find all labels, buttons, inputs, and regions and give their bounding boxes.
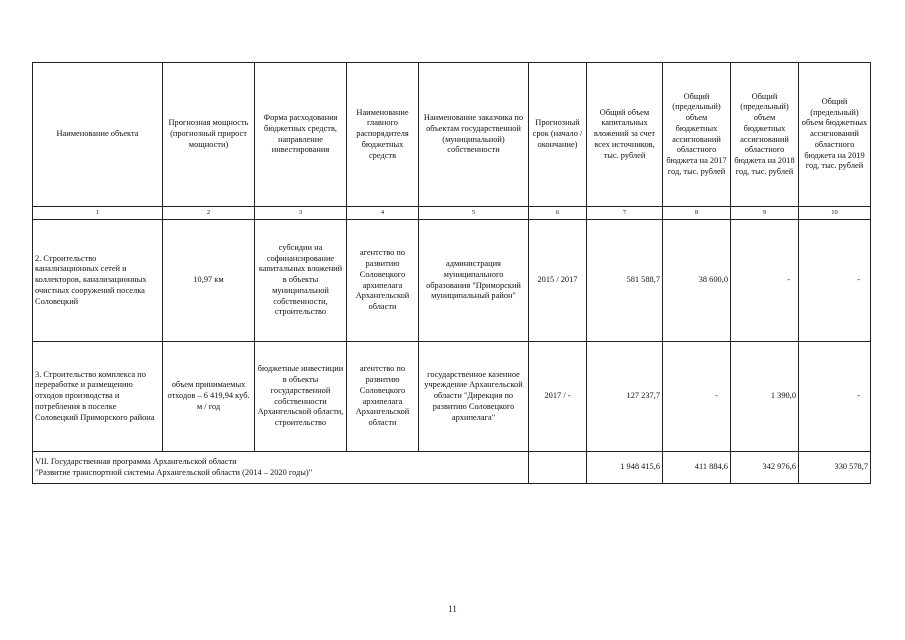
- column-number: 1: [33, 207, 163, 220]
- cell-2019: -: [799, 220, 871, 342]
- column-number: 8: [663, 207, 731, 220]
- budget-table: [32, 62, 871, 484]
- cell-spending-form: субсидии на софинансирование капитальных вложений в объекты муниципальной собственности, строительство: [255, 220, 347, 342]
- program-total-row: [33, 452, 871, 484]
- cell-capacity: объем принимаемых отходов – 6 419,94 куб. м / год: [163, 342, 255, 452]
- column-number: 6: [529, 207, 587, 220]
- table-row: [33, 342, 871, 452]
- header-capacity: Прогнозная мощность (прогнозный прирост мощности): [163, 63, 255, 207]
- total-all-sources: 1 948 415,6: [587, 452, 663, 484]
- header-manager: Наименование главного распорядителя бюджетных средств: [347, 63, 419, 207]
- header-total: Общий объем капитальных вложений за счет всех источников, тыс. рублей: [587, 63, 663, 207]
- program-title-line2: "Развитие транспортной системы Архангельской области (2014 – 2020 годы)": [35, 467, 313, 477]
- table-row: [33, 220, 871, 342]
- total-2017: 411 884,6: [663, 452, 731, 484]
- program-title: [33, 452, 529, 484]
- column-number: 10: [799, 207, 871, 220]
- header-2017: Общий (предельный) объем бюджетных ассигнований областного бюджета на 2017 год, тыс. рублей: [663, 63, 731, 207]
- column-number: 7: [587, 207, 663, 220]
- column-number: 2: [163, 207, 255, 220]
- cell-2018: -: [731, 220, 799, 342]
- cell-total: 127 237,7: [587, 342, 663, 452]
- header-2018: Общий (предельный) объем бюджетных ассигнований областного бюджета на 2018 год, тыс. рублей: [731, 63, 799, 207]
- cell-term: 2017 / -: [529, 342, 587, 452]
- column-number: 5: [419, 207, 529, 220]
- cell-term-empty: [529, 452, 587, 484]
- header-object: Наименование объекта: [33, 63, 163, 207]
- header-spending-form: Форма расходования бюджетных средств, направление инвестирования: [255, 63, 347, 207]
- cell-customer: администрация муниципального образования "Приморский муниципальный район": [419, 220, 529, 342]
- cell-term: 2015 / 2017: [529, 220, 587, 342]
- total-2019: 330 578,7: [799, 452, 871, 484]
- cell-object: 2. Строительство канализационных сетей и коллекторов, канализационных очистных сооружений поселка Соловецкий: [33, 220, 163, 342]
- cell-manager: агентство по развитию Соловецкого архипелага Архангельской области: [347, 220, 419, 342]
- table-header-row: [33, 63, 871, 207]
- column-number: 3: [255, 207, 347, 220]
- cell-2018: 1 390,0: [731, 342, 799, 452]
- cell-2019: -: [799, 342, 871, 452]
- cell-customer: государственное казенное учреждение Архангельской области "Дирекция по развитию Соловецкого архипелага": [419, 342, 529, 452]
- cell-2017: 38 600,0: [663, 220, 731, 342]
- column-number: 9: [731, 207, 799, 220]
- cell-capacity: 10,97 км: [163, 220, 255, 342]
- cell-spending-form: бюджетные инвестиции в объекты государственной собственности Архангельской области, строительство: [255, 342, 347, 452]
- program-title-line1: VII. Государственная программа Архангельской области: [35, 456, 237, 466]
- total-2018: 342 976,6: [731, 452, 799, 484]
- column-number-row: [33, 207, 871, 220]
- column-number: 4: [347, 207, 419, 220]
- header-customer: Наименование заказчика по объектам государственной (муниципальной) собственности: [419, 63, 529, 207]
- cell-object: 3. Строительство комплекса по переработке и размещению отходов производства и потребления в поселке Соловецкий Приморского района: [33, 342, 163, 452]
- cell-2017: -: [663, 342, 731, 452]
- page-number: 11: [448, 604, 457, 614]
- cell-manager: агентство по развитию Соловецкого архипелага Архангельской области: [347, 342, 419, 452]
- header-term: Прогнозный срок (начало / окончание): [529, 63, 587, 207]
- cell-total: 581 588,7: [587, 220, 663, 342]
- header-2019: Общий (предельный) объем бюджетных ассигнований областного бюджета на 2019 год, тыс. рублей: [799, 63, 871, 207]
